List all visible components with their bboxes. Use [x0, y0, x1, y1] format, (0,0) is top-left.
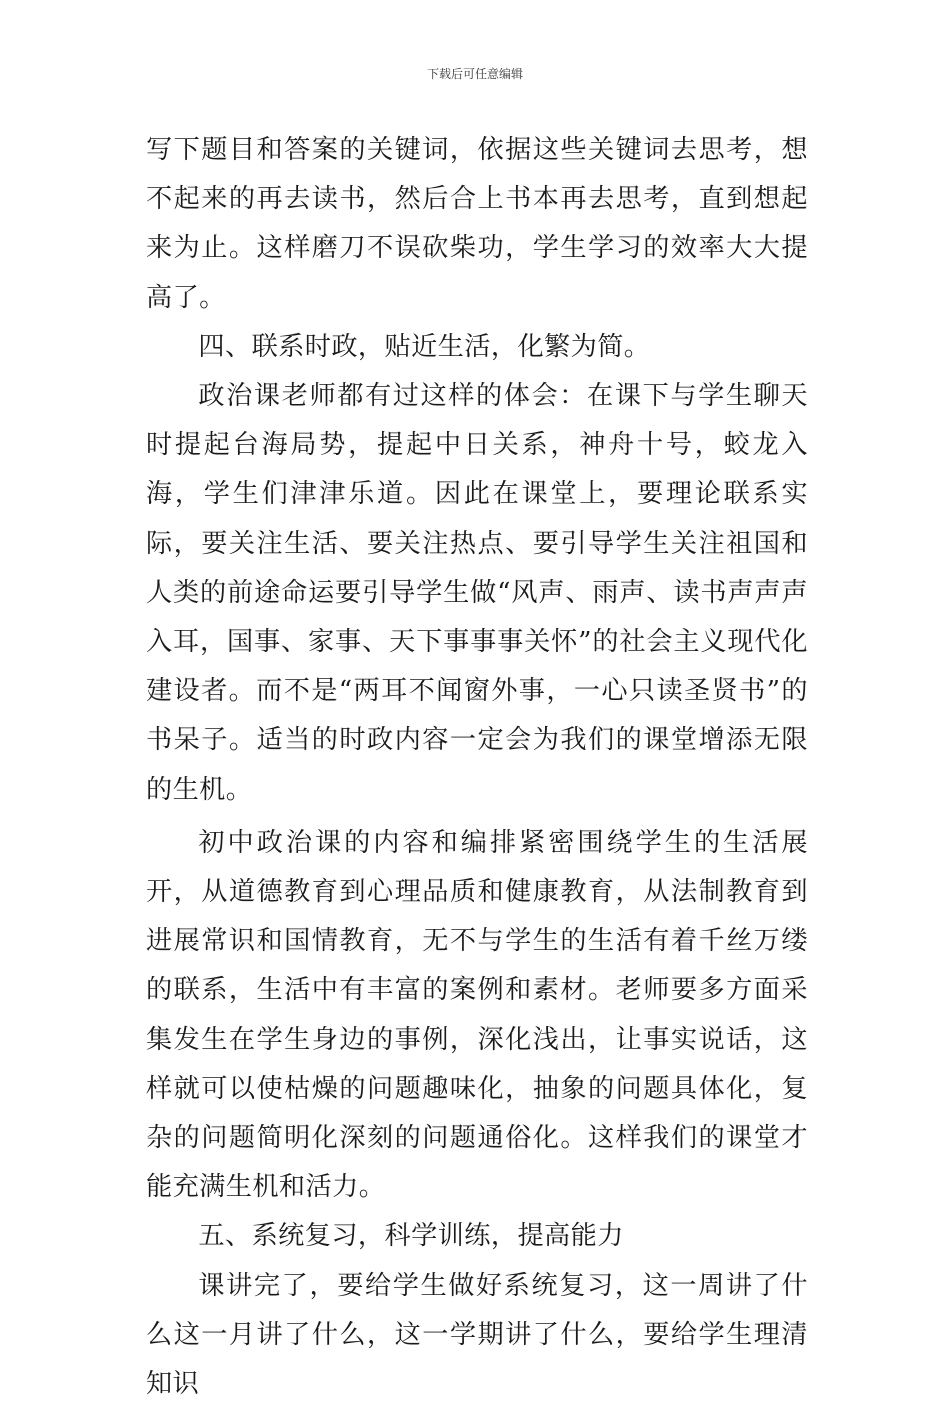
paragraph-curriculum: 初中政治课的内容和编排紧密围绕学生的生活展开，从道德教育到心理品质和健康教育，从法制教育到进展常识和国情教育，无不与学生的生活有着千丝万缕的联系，生活中有丰富的案例和素材。老师要多方面采集发生在学生身边的事例，深化浅出，让事实说话，这样就可以使枯燥的问题趣味化，抽象的问题具体化，复杂的问题简明化深刻的问题通俗化。这样我们的课堂才能充满生机和活力。: [146, 827, 808, 1203]
document-body: [146, 126, 808, 1409]
section-heading-four: 四、联系时政，贴近生活，化繁为简。: [198, 331, 651, 362]
paragraph-current-affairs: 政治课老师都有过这样的体会：在课下与学生聊天时提起台海局势，提起中日关系，神舟十号，蛟龙入海，学生们津津乐道。因此在课堂上，要理论联系实际，要关注生活、要关注热点、要引导学生关注祖国和人类的前途命运要引导学生做“风声、雨声、读书声声声入耳，国事、家事、天下事事事关怀”的社会主义现代化建设者。而不是“两耳不闻窗外事，一心只读圣贤书”的书呆子。适当的时政内容一定会为我们的课堂增添无限的生机。: [146, 381, 808, 805]
paragraph-review: 课讲完了，要给学生做好系统复习，这一周讲了什么这一月讲了什么，这一学期讲了什么，要给学生理清知识: [146, 1270, 808, 1400]
page-header: 下载后可任意编辑: [426, 67, 523, 81]
section-heading-five: 五、系统复习，科学训练，提高能力: [198, 1221, 624, 1252]
paragraph-continuation: 写下题目和答案的关键词，依据这些关键词去思考，想不起来的再去读书，然后合上书本再去思考，直到想起来为止。这样磨刀不误砍柴功，学生学习的效率大大提高了。: [146, 135, 808, 313]
